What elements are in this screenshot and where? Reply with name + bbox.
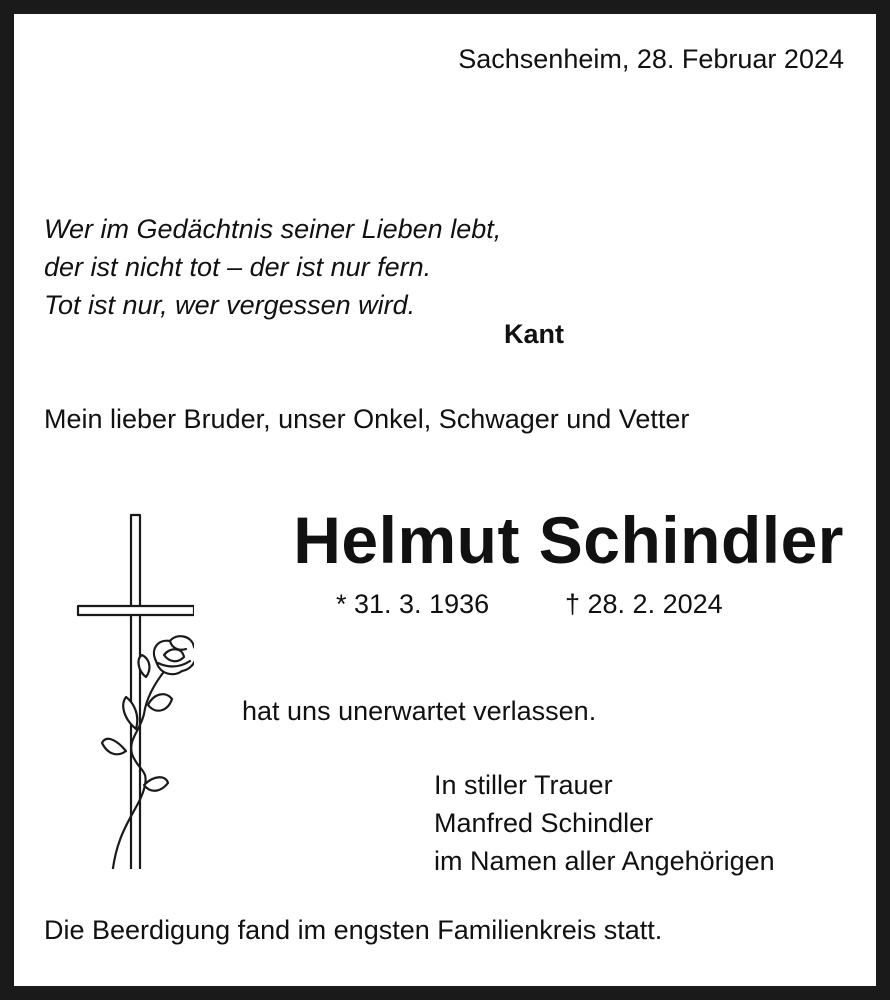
deceased-name: Helmut Schindler bbox=[293, 503, 844, 577]
mourners-line: Manfred Schindler bbox=[434, 808, 654, 838]
quote-line: Tot ist nur, wer vergessen wird. bbox=[44, 290, 416, 320]
funeral-note: Die Beerdigung fand im engsten Familienkreis statt. bbox=[44, 915, 663, 945]
mourners-block bbox=[434, 766, 775, 880]
cross-with-rose-icon bbox=[54, 499, 194, 869]
death-date: † 28. 2. 2024 bbox=[565, 589, 723, 619]
quote-author: Kant bbox=[504, 319, 564, 349]
birth-date: * 31. 3. 1936 bbox=[336, 589, 490, 619]
quote-line: der ist nicht tot – der ist nur fern. bbox=[44, 252, 432, 282]
mourners-line: In stiller Trauer bbox=[434, 770, 613, 800]
mourners-line: im Namen aller Angehörigen bbox=[434, 846, 775, 876]
relation-intro: Mein lieber Bruder, unser Onkel, Schwager und Vetter bbox=[44, 404, 690, 434]
passing-message: hat uns unerwartet verlassen. bbox=[242, 696, 597, 726]
quote-block bbox=[44, 210, 501, 324]
place-date: Sachsenheim, 28. Februar 2024 bbox=[458, 44, 844, 74]
quote-line: Wer im Gedächtnis seiner Lieben lebt, bbox=[44, 214, 502, 244]
